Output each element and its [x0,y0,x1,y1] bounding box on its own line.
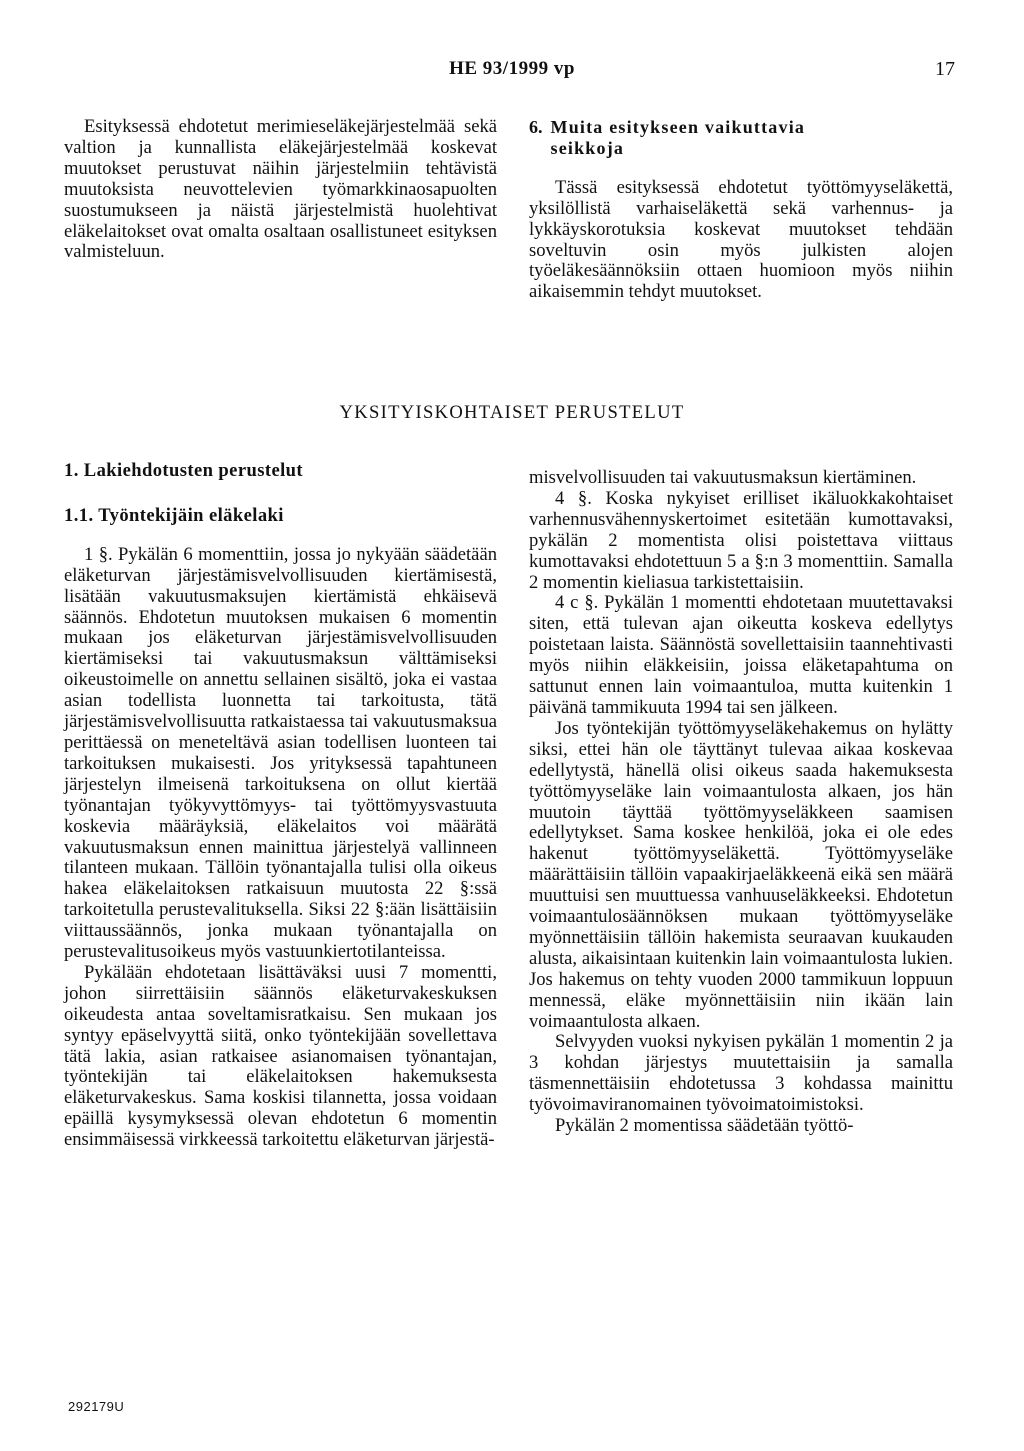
section-title: YKSITYISKOHTAISET PERUSTELUT [339,402,685,423]
intro-left-column [64,117,497,263]
heading-lakiehdotusten-perustelut: 1. Lakiehdotusten perustelut [64,460,304,481]
footer-code: 292179U [68,1399,125,1414]
section-6-heading [529,117,953,159]
left-column [64,461,497,1151]
paragraph-4-pykala: 4 §. Koska nykyiset erilliset ikäluokkakohtaiset varhennusvähennyskertoimet esitetään kumottavaksi, pykälän 2 momentista olisi poistettava viittaus kumottavaksi ehdotettuun 5 a §:n 3 momenttiin. Samalla 2 momentin kieliasua tarkistettaisiin. [529,487,953,593]
paragraph-tyottomyyselake: Jos työntekijän työttömyyseläkehakemus on hylätty siksi, ettei hän ole täyttänyt tulevaa aikaa koskevaa edellytystä, hänellä olisi oikeus saada hakemuksesta työttömyyseläke lain voimaantulosta alkaen, jos hän muutoin täyttää työttömyyseläkkeen saamisen edellytykset. Sama koskee henkilöä, joka ei ole edes hakenut työttömyyseläkettä. Työttömyyseläke määrättäisiin tällöin vapaakirjaeläkkeenä eikä sen määrä muuttuisi sen muuttuessa vanhuuseläkkeeksi. Ehdotetun voimaantulosäännöksen mukaan työttömyyseläke myönnettäisiin tällöin hakemista seuraavan kuukauden alusta, aikaisintaan kuitenkin lain voimaantulosta lukien. Jos hakemus on tehty vuoden 2000 tammikuun loppuun mennessä, eläke myönnettäisiin niin ikään lain voimaantulosta alkaen. [529,717,953,1032]
paragraph-7-momentti: Pykälään ehdotetaan lisättäväksi uusi 7 momentti, johon siirrettäisiin säännös eläketurvakeskuksen oikeudesta antaa soveltamisratkaisu. Sen mukaan jos syntyy epäselvyyttä siitä, onko työntekijään sovellettava tätä lakia, asian ratkaisee asianomaisen työnantajan, työntekijän tai eläkelaitoksen hakemuksesta eläketurvakeskus. Sama koskisi tilannetta, jossa voidaan epäillä kysymyksessä olevan ehdotetun 6 momentin ensimmäisessä virkkeessä tarkoitettu eläketurvan järjestä- [64,961,497,1151]
heading-tyontekijain-elakelaki: 1.1. Työntekijäin eläkelaki [64,504,284,526]
section-6-paragraph: Tässä esityksessä ehdotetut työttömyyseläkettä, yksilöllistä varhaiseläkettä sekä varhennus- ja lykkäyskorotuksia koskevat muutokset tehdään soveltuvin osin myös julkisten alojen työeläkesäännöksiin ottaen huomioon myös niihin aikaisemmin tehdyt muutokset. [529,176,953,303]
paragraph-2-momentti: Pykälän 2 momentissa säädetään työttö- [555,1115,854,1137]
paragraph-1-pykala: 1 §. Pykälän 6 momenttiin, jossa jo nykyään säädetään eläketurvan järjestämisvelvollisuuden kiertämisestä, lisätään vakuutusmaksujen kiertämistä ehkäisevä säännös. Ehdotetun muutoksen mukaisen 6 momentin mukaan jos eläketurvan järjestämisvelvollisuuden kiertämiseksi tai vakuutusmaksun välttämiseksi oikeustoimelle on annettu sellainen sisältö, joka ei vastaa asian todellista luonnetta tai tarkoitusta, tätä järjestämisvelvollisuutta ratkaistaessa tai vakuutusmaksua perittäessä on meneteltävä asian todellisen luonteen tai tarkoituksen mukaisesti. Jos yrityksessä tapahtuneen järjestelyn ilmeisenä tarkoituksena on ollut kiertää työnantajan työkyvyttömyys- tai työttömyysvastuuta koskevia määräyksiä, eläkelaitos voi määrätä vakuutusmaksun ennen mainittua järjestelyä vallinneen tilanteen mukaan. Tällöin työnantajalla tulisi olla oikeus hakea eläkelaitoksen ratkaisuun muutosta 22 §:ssä tarkoitetulla perustevalituksella. Siksi 22 §:ään lisättäisiin viittaussäännös, jonka mukaan työnantajalla on perustevalitusoikeus myös vastuunkiertotilanteissa. [64,543,497,963]
page-number: 17 [935,58,955,80]
intro-paragraph: Esityksessä ehdotetut merimieseläkejärjestelmää sekä valtion ja kunnallista eläkejärjestelmää koskevat muutokset perustuvat näihin järjestelmiin tehtävistä muutoksista neuvottelevien työmarkkinaosapuolten suostumukseen ja näistä järjestelmistä huolehtivat eläkelaitokset ovat omalta osaltaan osallistuneet esityksen valmisteluun. [64,116,497,263]
page-header-title: HE 93/1999 vp [449,58,575,79]
paragraph-4c-pykala: 4 c §. Pykälän 1 momentti ehdotetaan muutettavaksi siten, että tulevan ajan oikeutta koskeva edellytys poistetaan laista. Säännöstä sovellettaisiin taannehtivasti myös niihin eläkkeisiin, joissa eläketapahtuma on sattunut ennen lain voimaantuloa, mutta kuitenkin 1 päivänä tammikuuta 1994 tai sen jälkeen. [529,592,953,718]
paragraph-continuation: misvelvollisuuden tai vakuutusmaksun kiertäminen. [529,467,917,488]
section-6-heading-text: Muita esitykseen vaikuttavia seikkoja [550,117,806,158]
paragraph-selvyyden-vuoksi: Selvyyden vuoksi nykyisen pykälän 1 momentin 2 ja 3 kohdan järjestys muutettaisiin ja samalla täsmennettäisiin ehdotetussa 3 kohdassa mainittu työvoimaviranomainen työvoimatoimistoksi. [529,1031,953,1116]
section-6-column [529,117,953,303]
section-6-number: 6. [529,117,543,137]
right-column [529,468,953,1137]
